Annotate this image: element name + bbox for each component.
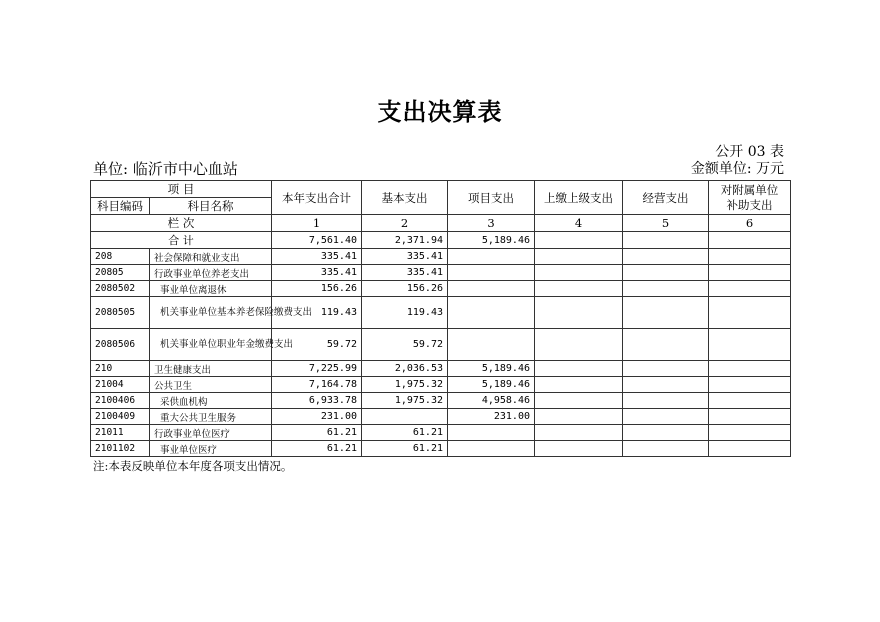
row-code: 2080502	[91, 281, 150, 297]
table-row	[91, 249, 791, 265]
row-name: 重大公共卫生服务	[150, 409, 272, 425]
header-basic: 基本支出	[362, 181, 448, 215]
row-code: 21004	[91, 377, 150, 393]
table-row	[91, 329, 791, 361]
header-project: 项目支出	[448, 181, 535, 215]
header-subsidy-line1: 对附属单位	[720, 182, 779, 197]
index-4: 4	[535, 215, 623, 232]
row-total: 231.00	[272, 409, 362, 425]
row-project	[448, 297, 535, 329]
row-code: 2080505	[91, 297, 150, 329]
row-project	[448, 265, 535, 281]
row-project	[448, 281, 535, 297]
row-basic: 59.72	[362, 329, 448, 361]
total-label: 合 计	[91, 232, 272, 249]
row-basic: 1,975.32	[362, 377, 448, 393]
row-basic: 156.26	[362, 281, 448, 297]
header-lanci: 栏 次	[91, 215, 272, 232]
row-basic: 1,975.32	[362, 393, 448, 409]
table-code: 公开 03 表	[715, 144, 784, 160]
row-total: 335.41	[272, 249, 362, 265]
table-row	[91, 377, 791, 393]
row-basic: 335.41	[362, 249, 448, 265]
header-subsidy-line2: 补助支出	[726, 197, 773, 212]
index-3: 3	[448, 215, 535, 232]
row-total: 7,164.78	[272, 377, 362, 393]
amount-unit-label: 金额单位: 万元	[690, 161, 784, 177]
row-basic: 2,036.53	[362, 361, 448, 377]
row-project	[448, 441, 535, 457]
row-total: 335.41	[272, 265, 362, 281]
row-project: 231.00	[448, 409, 535, 425]
row-code: 21011	[91, 425, 150, 441]
table-row	[91, 441, 791, 457]
table-row	[91, 297, 791, 329]
header-subsidy	[709, 181, 791, 215]
row-name: 行政事业单位养老支出	[150, 265, 272, 281]
row-total: 59.72	[272, 329, 362, 361]
row-basic: 335.41	[362, 265, 448, 281]
row-total: 119.43	[272, 297, 362, 329]
row-total: 156.26	[272, 281, 362, 297]
row-project: 4,958.46	[448, 393, 535, 409]
row-basic: 61.21	[362, 425, 448, 441]
header-upper: 上缴上级支出	[535, 181, 623, 215]
row-name: 事业单位离退休	[150, 281, 272, 297]
page-title: 支出决算表	[377, 97, 503, 126]
row-name: 事业单位医疗	[150, 441, 272, 457]
row-basic	[362, 409, 448, 425]
row-project: 5,189.46	[448, 377, 535, 393]
table-row	[91, 265, 791, 281]
row-code: 210	[91, 361, 150, 377]
table-row	[91, 281, 791, 297]
row-name: 行政事业单位医疗	[150, 425, 272, 441]
header-total: 本年支出合计	[272, 181, 362, 215]
total-row	[91, 232, 791, 249]
header-item: 项 目	[91, 181, 272, 198]
total-project: 5,189.46	[448, 232, 535, 249]
table-note: 注:本表反映单位本年度各项支出情况。	[93, 459, 293, 473]
table-row	[91, 393, 791, 409]
row-project	[448, 425, 535, 441]
row-code: 20805	[91, 265, 150, 281]
row-code: 208	[91, 249, 150, 265]
index-1: 1	[272, 215, 362, 232]
row-total: 61.21	[272, 425, 362, 441]
table-row	[91, 361, 791, 377]
row-code: 2100409	[91, 409, 150, 425]
index-6: 6	[709, 215, 791, 232]
row-name: 机关事业单位职业年金缴费支出	[150, 329, 272, 361]
total-total: 7,561.40	[272, 232, 362, 249]
index-2: 2	[362, 215, 448, 232]
row-code: 2101102	[91, 441, 150, 457]
row-name: 卫生健康支出	[150, 361, 272, 377]
row-project	[448, 249, 535, 265]
row-code: 2100406	[91, 393, 150, 409]
expenditure-table	[90, 180, 791, 457]
index-5: 5	[623, 215, 709, 232]
table-row	[91, 409, 791, 425]
row-total: 61.21	[272, 441, 362, 457]
row-project	[448, 329, 535, 361]
row-code: 2080506	[91, 329, 150, 361]
table-row	[91, 425, 791, 441]
row-name: 机关事业单位基本养老保险缴费支出	[150, 297, 272, 329]
row-name: 采供血机构	[150, 393, 272, 409]
total-basic: 2,371.94	[362, 232, 448, 249]
row-name: 社会保障和就业支出	[150, 249, 272, 265]
unit-label: 单位: 临沂市中心血站	[93, 160, 238, 178]
header-name: 科目名称	[150, 198, 272, 215]
row-project: 5,189.46	[448, 361, 535, 377]
row-basic: 119.43	[362, 297, 448, 329]
row-name: 公共卫生	[150, 377, 272, 393]
header-code: 科目编码	[91, 198, 150, 215]
row-basic: 61.21	[362, 441, 448, 457]
row-total: 7,225.99	[272, 361, 362, 377]
row-total: 6,933.78	[272, 393, 362, 409]
header-business: 经营支出	[623, 181, 709, 215]
